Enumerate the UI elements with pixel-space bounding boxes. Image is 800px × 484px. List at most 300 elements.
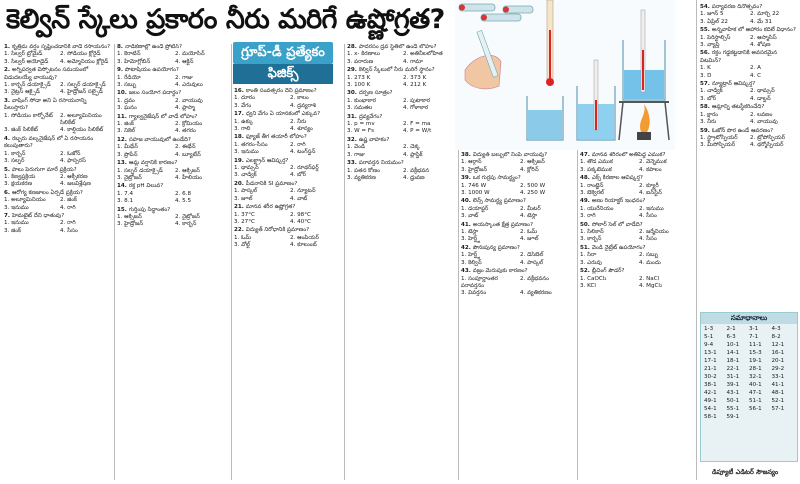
options-list [4, 220, 112, 235]
question-number: 58. [700, 104, 712, 111]
question-stem: పాలు పెరుగుగా మారే ప్రక్రియ? [11, 166, 77, 173]
option-item: 1. x- కిరణాలు [347, 51, 380, 58]
option-item: 2. సోడియం క్లోరైడ్ [60, 51, 101, 58]
option-item: 4. ప్లాస్టిక్ [403, 151, 423, 158]
options-list [461, 276, 575, 298]
option-item: 4. క్లోరిన్ [520, 166, 539, 173]
question-text [234, 227, 342, 234]
question-stem: ఓజోన్ పొర ఉండే ఆవరణం? [711, 127, 774, 134]
question-column-2 [117, 44, 229, 480]
question-stem: పాదరసం ద్రవ స్థితిలో ఉండే లోహం? [358, 44, 437, 50]
option-item: 4. కూలుంబ్ [290, 242, 317, 249]
question-stem: ధ్వని వేగం ఏ యానకంలో ఎక్కువ? [245, 111, 321, 118]
question-item [4, 136, 112, 166]
answer-item: 56-1 [749, 406, 762, 412]
question-text [347, 67, 455, 74]
option-item: 3. నైట్రస్ ఆక్సైడ్ [4, 89, 40, 96]
option-item: 3. పక్కటెముక [580, 166, 612, 173]
question-number: 41. [461, 221, 473, 228]
option-item: 3. KCl [580, 282, 596, 289]
option-item: 1. థామ్సన్ [234, 165, 259, 172]
question-number: 6. [4, 189, 12, 196]
answer-item: 32-1 [749, 374, 762, 380]
question-stem: అన్నవాహిక లో ఆహారం కదిలే విధానం? [711, 27, 796, 34]
option-item: 4. తగరం [175, 128, 196, 135]
answer-item: 20-1 [771, 358, 785, 364]
question-item [234, 111, 342, 133]
question-text [700, 27, 796, 34]
options-list [234, 142, 342, 157]
question-item [580, 175, 694, 197]
option-item: 4. టెస్లా [520, 213, 538, 220]
option-item: 4. 40°C [290, 218, 311, 225]
question-stem: పర్యావరణ దినోత్సవం? [711, 4, 763, 10]
options-list [234, 95, 342, 110]
option-item: 3. 27°C [234, 218, 255, 225]
options-list [347, 121, 455, 136]
option-item: 4. 212 K [403, 82, 427, 89]
option-item: 2. నైట్రోజన్ [175, 213, 200, 220]
option-item: 1. ఆక్సిజన్ [117, 213, 142, 220]
options-list [700, 88, 796, 103]
question-column-5 [461, 152, 575, 480]
question-text [117, 114, 229, 121]
column-divider [696, 0, 697, 480]
answer-item: 49-1 [704, 398, 717, 404]
question-item [700, 81, 796, 103]
answer-item: 8-2 [771, 334, 781, 340]
options-list [580, 252, 694, 267]
question-text [234, 158, 342, 165]
question-text [234, 204, 342, 211]
option-item: 2. ఆక్సీకరణ [60, 173, 88, 180]
options-list [117, 75, 229, 90]
option-item: 4. డాల్టన్ [750, 95, 771, 102]
question-number: 33. [347, 160, 359, 167]
answer-item: 2-1 [726, 326, 736, 332]
question-number: 12. [117, 136, 129, 143]
answer-item: 43-1 [726, 390, 740, 396]
question-item [580, 222, 694, 244]
question-number: 32. [347, 136, 359, 143]
option-item: 3. వాట్ [461, 213, 479, 220]
question-text [580, 222, 694, 229]
question-number: 54. [700, 4, 712, 10]
question-number: 55. [700, 27, 712, 34]
question-item [580, 245, 694, 267]
question-column-6 [580, 152, 694, 480]
option-item: 4. ఫాస్పరస్ [60, 158, 86, 165]
question-item [117, 160, 229, 182]
question-item [700, 50, 796, 80]
option-item: 3. వ్యతికరణ [347, 174, 376, 181]
question-number: 15. [117, 206, 129, 213]
options-list [580, 183, 694, 198]
option-item: 2. సల్ఫర్ డయాక్సైడ్ [60, 82, 106, 89]
question-text [4, 136, 112, 151]
question-number: 3. [4, 97, 12, 104]
question-text [580, 175, 694, 182]
option-item: 2. ఓమ్ [520, 229, 538, 236]
options-list [117, 98, 229, 113]
options-list [347, 51, 455, 66]
answer-item: 39-1 [726, 382, 740, 388]
question-number: 10. [117, 90, 129, 97]
option-item: 4. వాయువు [750, 119, 778, 126]
science-illustration [455, 0, 675, 150]
option-item: 1. కిణ్వప్రక్రియ [4, 173, 36, 180]
answer-item: 11-1 [749, 342, 762, 348]
option-item: 4. శూన్యం [290, 126, 313, 133]
options-list [347, 168, 455, 183]
question-text [4, 67, 112, 82]
question-item [461, 198, 575, 220]
option-item: 2. వక్రీభవన [403, 167, 430, 174]
question-number: 28. [347, 44, 359, 50]
question-item [580, 268, 694, 290]
option-item: 1. తగరం-సీసం [234, 141, 268, 148]
option-item: 2. 6.8 [175, 190, 192, 197]
option-item: 4. సీసం [639, 213, 657, 220]
option-item: 2. క్రోమియం [175, 121, 203, 128]
options-list [234, 165, 342, 180]
option-item: 2. మార్చి 22 [750, 11, 780, 18]
option-item: 3. చాడ్విక్ [234, 172, 257, 179]
option-item: 2. ఆంపియర్ [290, 234, 319, 241]
question-text [117, 90, 229, 97]
option-item: 1. హెర్ట్జ్ [461, 252, 480, 259]
option-item: 2. ఓజోన్ [60, 150, 81, 157]
question-item [4, 67, 112, 97]
option-item: 2. ఆక్సిజన్ [520, 159, 545, 166]
question-text [580, 268, 694, 275]
question-text [4, 98, 112, 113]
option-item: 1. డయాప్టర్ [461, 205, 489, 212]
option-item: 3. జింక్ [4, 227, 21, 234]
question-number: 22. [234, 227, 246, 234]
column-divider [344, 44, 345, 480]
question-number: 5. [4, 166, 12, 173]
option-item: 4. ఆక్టిన్ [175, 58, 194, 65]
question-stem: విద్యుత్ నిరోధానికి ప్రమాణం? [245, 227, 310, 234]
question-text [347, 90, 455, 97]
section-badge: గ్రూప్-డీ ప్రత్యేకం [233, 42, 333, 64]
option-item: 1. దూరం [234, 95, 255, 102]
answer-item: 7-1 [749, 334, 759, 340]
option-item: 4. ఎరువులు [175, 82, 203, 89]
question-item [461, 268, 575, 298]
options-list [234, 235, 342, 250]
question-stem: గుర్తింపు సిద్ధాంతం? [128, 206, 171, 213]
option-item: 4. కపాలం [639, 166, 662, 173]
options-list [580, 206, 694, 221]
question-item [4, 44, 112, 66]
question-stem: పీడనానికి SI ప్రమాణం? [245, 180, 298, 187]
options-list [234, 212, 342, 227]
answer-item: 58-1 [704, 414, 717, 420]
answer-item: 16-1 [771, 350, 785, 356]
question-text [461, 268, 575, 275]
option-item: 2. రాగి [60, 220, 76, 227]
question-stem: అణు రియాక్టర్ ఇంధనం? [591, 198, 646, 205]
option-item: 1. 37°C [234, 211, 255, 218]
option-item: 4. P = W/t [403, 128, 432, 135]
options-list [234, 119, 342, 134]
option-item: 1. సిల్వర్ బ్రోమైడ్ [4, 51, 43, 58]
option-item: 1. అల్యూమినియం [4, 197, 46, 204]
question-item [234, 181, 342, 203]
answer-item: 48-1 [771, 390, 785, 396]
option-item: 1. టెస్లా [461, 229, 479, 236]
option-item: 3. సల్ఫర్ [4, 158, 25, 165]
question-stem: న్యూట్రాన్ ఆవిష్కర్త? [711, 81, 756, 88]
subject-label: ఫిజిక్స్ [233, 64, 333, 84]
option-item: 2. A [750, 65, 761, 72]
option-item: 1. ఓమ్ [234, 234, 252, 241]
option-item: 3. D [700, 72, 712, 79]
option-item: 1. జింక్ [117, 121, 134, 128]
question-text [117, 183, 229, 190]
option-item: 4. గోళాకార [403, 105, 429, 112]
option-item: 1. సిలికాన్ [580, 229, 604, 236]
question-stem: ఉష్ణ వాహకం? [358, 136, 390, 143]
option-item: 4. ప్లాస్మా [175, 105, 195, 112]
option-item: 4. కాల్షియం సిలికేట్ [60, 127, 104, 134]
question-number: 52. [580, 268, 592, 275]
column-divider [114, 44, 115, 480]
answer-item: 40-1 [749, 382, 762, 388]
question-stem: రక్తం గడ్డకట్టడానికి అవసరమైన విటమిన్? [700, 50, 778, 64]
question-item [347, 44, 455, 66]
option-item: 1. యురేనియం [580, 205, 614, 212]
question-number: 50. [580, 221, 592, 228]
question-item [580, 198, 694, 220]
option-item: 2. రూథర్‌ఫర్డ్ [290, 165, 319, 172]
question-number: 42. [461, 244, 473, 251]
question-stem: కెల్విన్ స్కేలులో నీరు మరిగే స్థానం? [358, 67, 435, 74]
question-number: 14. [117, 183, 129, 190]
option-item: 3. ఘనం [117, 105, 137, 112]
option-item: 1. కెరాటిన్ [117, 51, 141, 58]
question-stem: సోలార్ సెల్ లో వాడేది? [591, 221, 643, 228]
option-item: 4. సీసం [60, 227, 78, 234]
option-item: 2. ఆక్సిజన్ [175, 167, 200, 174]
option-item: 2. NaCl [639, 275, 660, 282]
option-item: 2. మయోసిన్ [175, 51, 205, 58]
option-item: 3. W = Fs [347, 128, 375, 135]
question-item [700, 104, 796, 126]
question-text [700, 104, 796, 111]
question-stem: ఆమ్లాన్ని తటస్థీకరించేది? [711, 104, 765, 111]
question-text [4, 167, 112, 174]
question-text [580, 198, 694, 205]
option-item: 3. గాజు [347, 151, 365, 158]
option-item: 4. బోర్ [290, 172, 307, 179]
answer-item: 42-1 [704, 390, 717, 396]
option-item: 4. రాగి [60, 204, 76, 211]
options-list [461, 159, 575, 174]
question-item [117, 137, 229, 159]
question-number: 7. [4, 212, 12, 219]
question-item [117, 114, 229, 136]
option-item: 2. జర్మేనియం [639, 229, 669, 236]
question-stem: వజ్రం మెరుపుకు కారణం? [472, 268, 528, 275]
options-list [700, 135, 796, 150]
question-number: 9. [117, 67, 125, 74]
answer-item: 14-1 [726, 350, 740, 356]
options-list [347, 98, 455, 113]
lab-apparatus-icon [455, 0, 675, 150]
answer-item: 29-2 [771, 366, 785, 372]
question-item [117, 44, 229, 66]
option-item: 1. పెరిస్టాల్సిస్ [700, 34, 731, 41]
options-list [700, 112, 796, 127]
question-number: 48. [580, 175, 592, 182]
option-item: 1. సిరా [580, 252, 597, 259]
answer-item: 6-3 [726, 334, 736, 340]
option-item: 4. హీలియం [175, 174, 203, 181]
option-item: 3. ఏప్రిల్ 22 [700, 18, 728, 25]
option-item: 3. పరారుణ [347, 58, 374, 65]
option-item: 3. హెర్ట్జ్ [461, 236, 480, 243]
question-number: 21. [234, 204, 246, 211]
question-number: 4. [4, 135, 12, 142]
question-stem: ద్రవ్యవేగం? [358, 113, 383, 120]
options-list [580, 229, 694, 244]
question-stem: జలం సంయోగ పదార్థం? [128, 90, 182, 97]
option-item: 3. 8.1 [117, 198, 134, 205]
option-item: 2. అతినీలలోహిత [403, 51, 443, 58]
option-item: 1. వెండి [347, 144, 366, 151]
question-number: 51. [580, 244, 592, 251]
option-item: 1. కుంభాకార [347, 97, 377, 104]
answer-item: 59-1 [726, 414, 740, 420]
option-item: 3. వివర్తనం [461, 290, 487, 297]
question-number: 30. [347, 90, 359, 97]
answer-item: 55-1 [726, 406, 740, 412]
question-stem: లెన్స్ సామర్థ్య ప్రమాణం? [472, 198, 526, 205]
option-item: 4. MgCl₂ [639, 282, 663, 289]
option-item: 1. జూన్ 5 [700, 11, 724, 18]
option-item: 4. గామా [403, 58, 423, 65]
option-item: 2. డెసిబెల్ [520, 252, 544, 259]
option-item: 1. సోడియం కార్బోనేట్ [4, 112, 53, 119]
question-item [234, 88, 342, 110]
question-number: 31. [347, 113, 359, 120]
question-item [580, 152, 694, 174]
option-item: 1. చాడ్విక్ [700, 88, 723, 95]
option-item: 2. పుటాకార [403, 97, 431, 104]
question-text [461, 175, 575, 182]
option-item: 1. క్షారం [700, 111, 719, 118]
answer-item: 19-1 [749, 358, 762, 364]
question-number: 59. [700, 127, 712, 134]
option-item: 4. మందు [639, 259, 661, 266]
question-number: 43. [461, 268, 473, 275]
option-item: 2. వెన్నెముక [639, 159, 667, 166]
answer-item: 41-1 [771, 382, 785, 388]
option-item: 4. 5.5 [175, 198, 192, 205]
option-item: 3. మీసోస్ఫియర్ [700, 142, 736, 149]
option-item: 4. ధ్రువణ [403, 174, 425, 181]
option-item: 3. సబ్బు [117, 82, 137, 89]
options-list [4, 197, 112, 212]
question-item [700, 128, 796, 150]
question-item [234, 134, 342, 156]
question-stem: మానవ శరీరంలో అతిపెద్ద ఎముక? [591, 152, 666, 158]
question-stem: కాంతి సంవత్సరం దేని ప్రమాణం? [245, 88, 317, 94]
option-item: 3. హైడ్రోజన్ [117, 221, 144, 228]
question-item [461, 245, 575, 267]
options-list [234, 188, 342, 203]
option-item: 1. ఇనుము [4, 220, 29, 227]
column-divider [577, 150, 578, 480]
option-item: 4. పాస్కల్ [520, 259, 544, 266]
option-item: 2. లవణం [750, 111, 773, 118]
question-number: 38. [461, 152, 473, 158]
question-item [234, 158, 342, 180]
answer-item: 51-1 [749, 398, 762, 404]
option-item: 1. తొడ ఎముక [580, 159, 613, 166]
question-text [117, 67, 229, 74]
question-stem: నాడీకణాల్లో ఉండే ప్రోటీన్? [124, 44, 183, 50]
option-item: 4. కార్బన్ [175, 221, 197, 228]
option-item: 1. ద్రవం [117, 97, 135, 104]
answer-item: 31-1 [726, 374, 740, 380]
option-item: 3. హైడ్రోజన్ [461, 166, 488, 173]
option-item: 4. జూల్ [520, 236, 539, 243]
question-number: 29. [347, 67, 359, 74]
options-list [4, 174, 112, 189]
question-text [700, 128, 796, 135]
option-item: 4. 250 W [520, 190, 546, 197]
question-stem: పరావర్తన నియమం? [358, 160, 404, 167]
option-item: 4. సీసం [639, 236, 657, 243]
question-stem: దర్పణ సూత్రం? [358, 90, 393, 97]
answer-item: 47-1 [749, 390, 762, 396]
answer-item: 18-1 [726, 358, 740, 364]
option-item: 3. సిల్వర్ అయోడైడ్ [4, 58, 49, 65]
option-item: 3. సమతల [347, 105, 373, 112]
options-list [4, 51, 112, 66]
question-item [117, 90, 229, 112]
answer-item: 15-3 [749, 350, 762, 356]
option-item: 2. అల్యూమినియం సిలికేట్ [60, 112, 102, 127]
option-item: 1. రేడియో [117, 74, 141, 81]
question-stem: విద్యుత్ బల్బులో నింపే వాయువు? [472, 152, 548, 158]
question-stem: అయస్కాంత క్షేత్ర ప్రమాణం? [472, 221, 533, 228]
option-item: 1. కార్బన్ డయాక్సైడ్ [4, 82, 51, 89]
option-item: 2. 373 K [403, 74, 427, 81]
question-number: 16. [234, 88, 246, 94]
question-item [117, 67, 229, 89]
option-item: 4. థర్మోస్ఫియర్ [750, 142, 784, 149]
option-item: 4. హైడ్రోజన్ సల్ఫైడ్ [60, 89, 103, 96]
question-text [347, 114, 455, 121]
question-item [347, 67, 455, 89]
question-number: 19. [234, 157, 246, 164]
question-item [700, 27, 796, 49]
option-item: 2. క్యూరీ [639, 182, 659, 189]
question-number: 57. [700, 81, 712, 88]
headline: కెల్విన్ స్కేలు ప్రకారం నీరు మరిగే ఉష్ణోగ్రత? [6, 4, 445, 35]
question-stem: వెండి నైట్రేట్ ఉపయోగం? [591, 244, 646, 251]
option-item: 4. శోషణ [750, 42, 771, 49]
answers-title: సమాధానాలు [701, 313, 797, 324]
answer-item: 13-1 [704, 350, 717, 356]
option-item: 1. K [700, 65, 711, 72]
question-stem: ఎక్స్ కిరణాల ఆవిష్కర్త? [591, 175, 643, 182]
